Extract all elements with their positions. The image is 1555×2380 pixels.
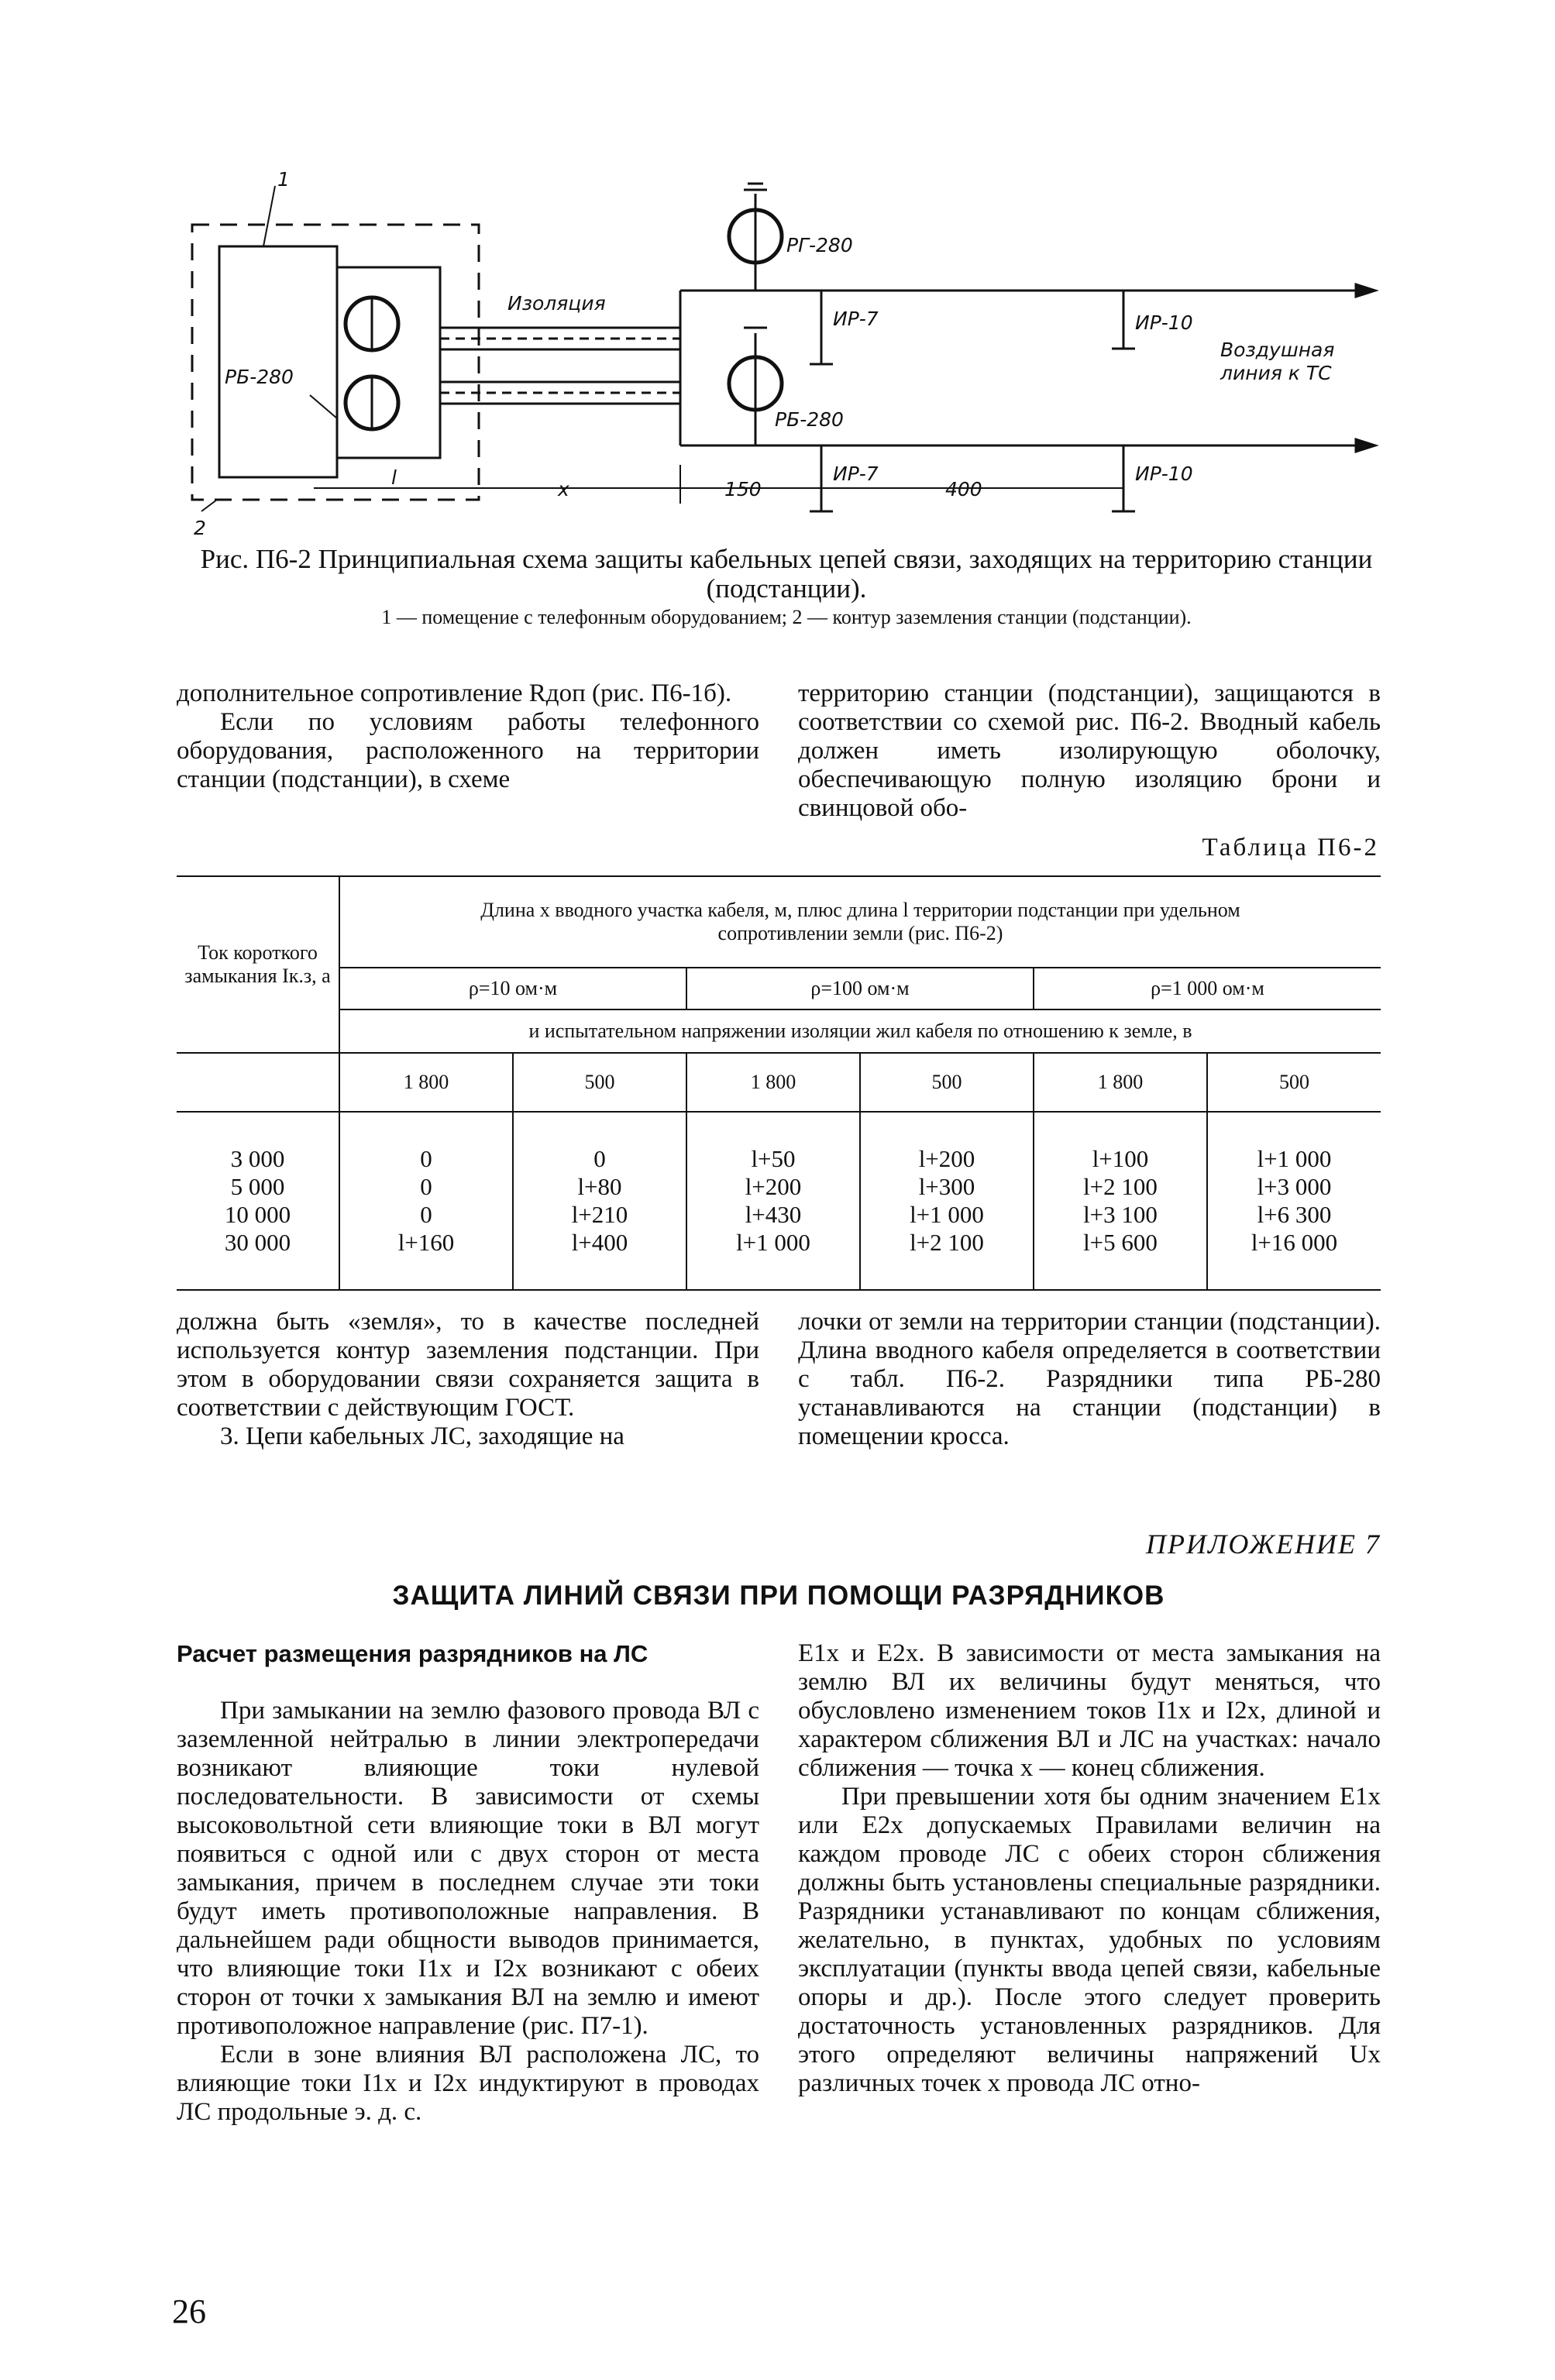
label-overhead-line-1: Воздушная [1220,339,1335,361]
middle-text-right [798,1308,1381,1451]
paragraph: Если по условиям работы телефонного оборудования, расположенного на территории станции (подстанции), в схеме [177,708,759,793]
upper-text-right [798,679,1381,823]
rho-header-1: ρ=10 ом·м [339,968,686,1009]
data-column-2 [513,1112,686,1290]
label-dim-l: l [391,466,397,489]
row-header: Ток короткого замыкания Iк.з, а [184,941,331,987]
appendix-title: ЗАЩИТА ЛИНИЙ СВЯЗИ ПРИ ПОМОЩИ РАЗРЯДНИКОВ [392,1580,1165,1611]
table-cell: l+200 [918,1145,975,1172]
label-dim-x: x [558,478,569,500]
table-cell: l+100 [1092,1145,1149,1172]
label-ir7-top: ИР-7 [833,308,879,330]
table-cell: l+210 [571,1201,628,1228]
table-cell: l+160 [397,1229,455,1256]
appendix-label: ПРИЛОЖЕНИЕ 7 [1146,1529,1381,1560]
data-column-5 [1034,1112,1207,1290]
currents-cell [177,1112,339,1290]
data-column-1 [339,1112,513,1290]
voltage-cell: 1 800 [339,1053,513,1112]
header-spacer [177,1053,339,1112]
table-title: Таблица П6-2 [1202,834,1379,862]
label-ir10-top: ИР-10 [1135,311,1193,334]
paragraph: должна быть «земля», то в качестве последней используется контур заземления подстанции. При этом в оборудовании связи сохраняется защита в соответствии с действующим ГОСТ. [177,1308,759,1422]
arrester-housing [337,267,440,458]
voltage-cell: 500 [860,1053,1034,1112]
paragraph: Если в зоне влияния ВЛ расположена ЛС, то влияющие токи I1x и I2x индуктируют в проводах ЛС продольные э. д. с. [177,2041,759,2126]
table-cell: l+80 [577,1173,622,1200]
table-cell: l+50 [751,1145,796,1172]
table-cell: 0 [420,1173,432,1200]
paragraph: При превышении хотя бы одним значением E1x или E2x допускаемых Правилами величин на каждом проводе ЛС с обеих сторон сближения должны быть установлены специальные разрядники. Разрядники устанавливают по концам сближения, желательно, в пунктах, удобных по условиям эксплуатации (пункты ввода цепей связи, кабельные опоры и др.). После этого следует проверить достаточность установленных разрядников. Для этого определяют величины напряжений Ux различных точек x провода ЛС отно- [798,1783,1381,2097]
row-header-cell [177,876,339,1053]
table-cell: 0 [593,1145,606,1172]
data-column-6 [1207,1112,1381,1290]
figure-caption-text: Рис. П6-2 Принципиальная схема защиты кабельных цепей связи, заходящих на территорию станции (подстанции). [200,544,1373,604]
group-header-cell [339,876,1381,968]
voltage-cell: 1 800 [1034,1053,1207,1112]
voltage-cell: 1 800 [686,1053,860,1112]
table-cell: l+1 000 [736,1229,810,1256]
paragraph: При замыкании на землю фазового провода ВЛ с заземленной нейтралью в линии электропередачи возникают влияющие токи нулевой последовательности. В зависимости от схемы высоковольтной сети влияющие токи в ВЛ могут появиться с одной или с двух сторон от места замыкания, причем в последнем случае эти токи будут иметь противоположные направления. В дальнейшем ради общности выводов принимается, что влияющие токи I1x и I2x возникают с обеих сторон от точки x замыкания ВЛ на землю и имеют противоположное направление (рис. П7-1). [177,1697,759,2040]
current-value: 5 000 [230,1173,285,1200]
table-cell: l+400 [571,1229,628,1256]
voltage-cell: 500 [1207,1053,1381,1112]
group-header: Длина x вводного участка кабеля, м, плюс длина l территории подстанции при удельном сопротивлении земли (рис. П6-2) [480,899,1240,944]
voltage-header: и испытательном напряжении изоляции жил кабеля по отношению к земле, в [339,1009,1381,1053]
paragraph: E1x и E2x. В зависимости от места замыкания на землю ВЛ их величины будут меняться, что обусловлено изменением токов I1x и I2x, длиной и характером сближения ВЛ и ЛС на участках: начало сближения — точка x — конец сближения. [798,1639,1381,1782]
table-cell: l+6 300 [1257,1201,1332,1228]
table-cell: l+430 [745,1201,802,1228]
figure-legend [194,606,1379,629]
upper-text-left [177,679,759,794]
label-overhead-line-2: линия к ТС [1220,362,1332,384]
table-cell: l+3 000 [1257,1173,1332,1200]
paragraph: дополнительное сопротивление Rдоп (рис. П6-1б). [177,679,732,707]
current-value: 30 000 [224,1229,291,1256]
table-cell: l+200 [745,1173,802,1200]
label-rb280-mid: РБ-280 [775,408,844,431]
table-cell: l+1 000 [910,1201,984,1228]
current-value: 3 000 [230,1145,285,1172]
rho-header-2: ρ=100 ом·м [686,968,1034,1009]
middle-text-left [177,1308,759,1451]
label-dim-400: 400 [945,478,982,500]
table-cell: l+300 [918,1173,975,1200]
table-cell: l+1 000 [1257,1145,1332,1172]
label-rg280: РГ-280 [786,234,853,256]
figure-caption [194,545,1379,604]
label-insulation: Изоляция [507,292,606,315]
page-number: 26 [172,2292,206,2330]
data-column-4 [860,1112,1034,1290]
table-cell: l+2 100 [910,1229,984,1256]
label-dim-150: 150 [724,478,762,500]
appendix-subtitle: Расчет размещения разрядников на ЛС [177,1640,648,1667]
label-callout-2: 2 [194,517,206,539]
figure-schematic [0,0,1555,542]
table-cell: 0 [420,1201,432,1228]
table-cell: l+2 100 [1083,1173,1158,1200]
paragraph: территорию станции (подстанции), защищаются в соответствии со схемой рис. П6-2. Вводный кабель должен иметь изолирующую оболочку, обеспечивающую полную изоляцию брони и свинцовой обо- [798,679,1381,822]
label-rb280-left: РБ-280 [225,366,294,388]
voltage-cell: 500 [513,1053,686,1112]
label-callout-1: 1 [277,168,290,191]
appendix-text-left [177,1639,759,2127]
rho-header-3: ρ=1 000 ом·м [1034,968,1381,1009]
table-cell: l+3 100 [1083,1201,1158,1228]
appendix-text-right [798,1639,1381,2098]
label-ir10-bottom: ИР-10 [1135,463,1193,485]
paragraph: лочки от земли на территории станции (подстанции). Длина вводного кабеля определяется в соответствии с табл. П6-2. Разрядники типа РБ-280 устанавливаются на станции (подстанции) в помещении кросса. [798,1308,1381,1450]
data-column-3 [686,1112,860,1290]
figure-legend-text: 1 — помещение с телефонным оборудованием; 2 — контур заземления станции (подстанции). [381,606,1192,628]
table-cell: l+5 600 [1083,1229,1158,1256]
rb280-box [219,246,337,477]
table-cell: 0 [420,1145,432,1172]
table-cell: l+16 000 [1251,1229,1338,1256]
data-table [177,875,1381,1291]
label-ir7-bottom: ИР-7 [833,463,879,485]
current-value: 10 000 [224,1201,291,1228]
paragraph: 3. Цепи кабельных ЛС, заходящие на [220,1422,624,1450]
